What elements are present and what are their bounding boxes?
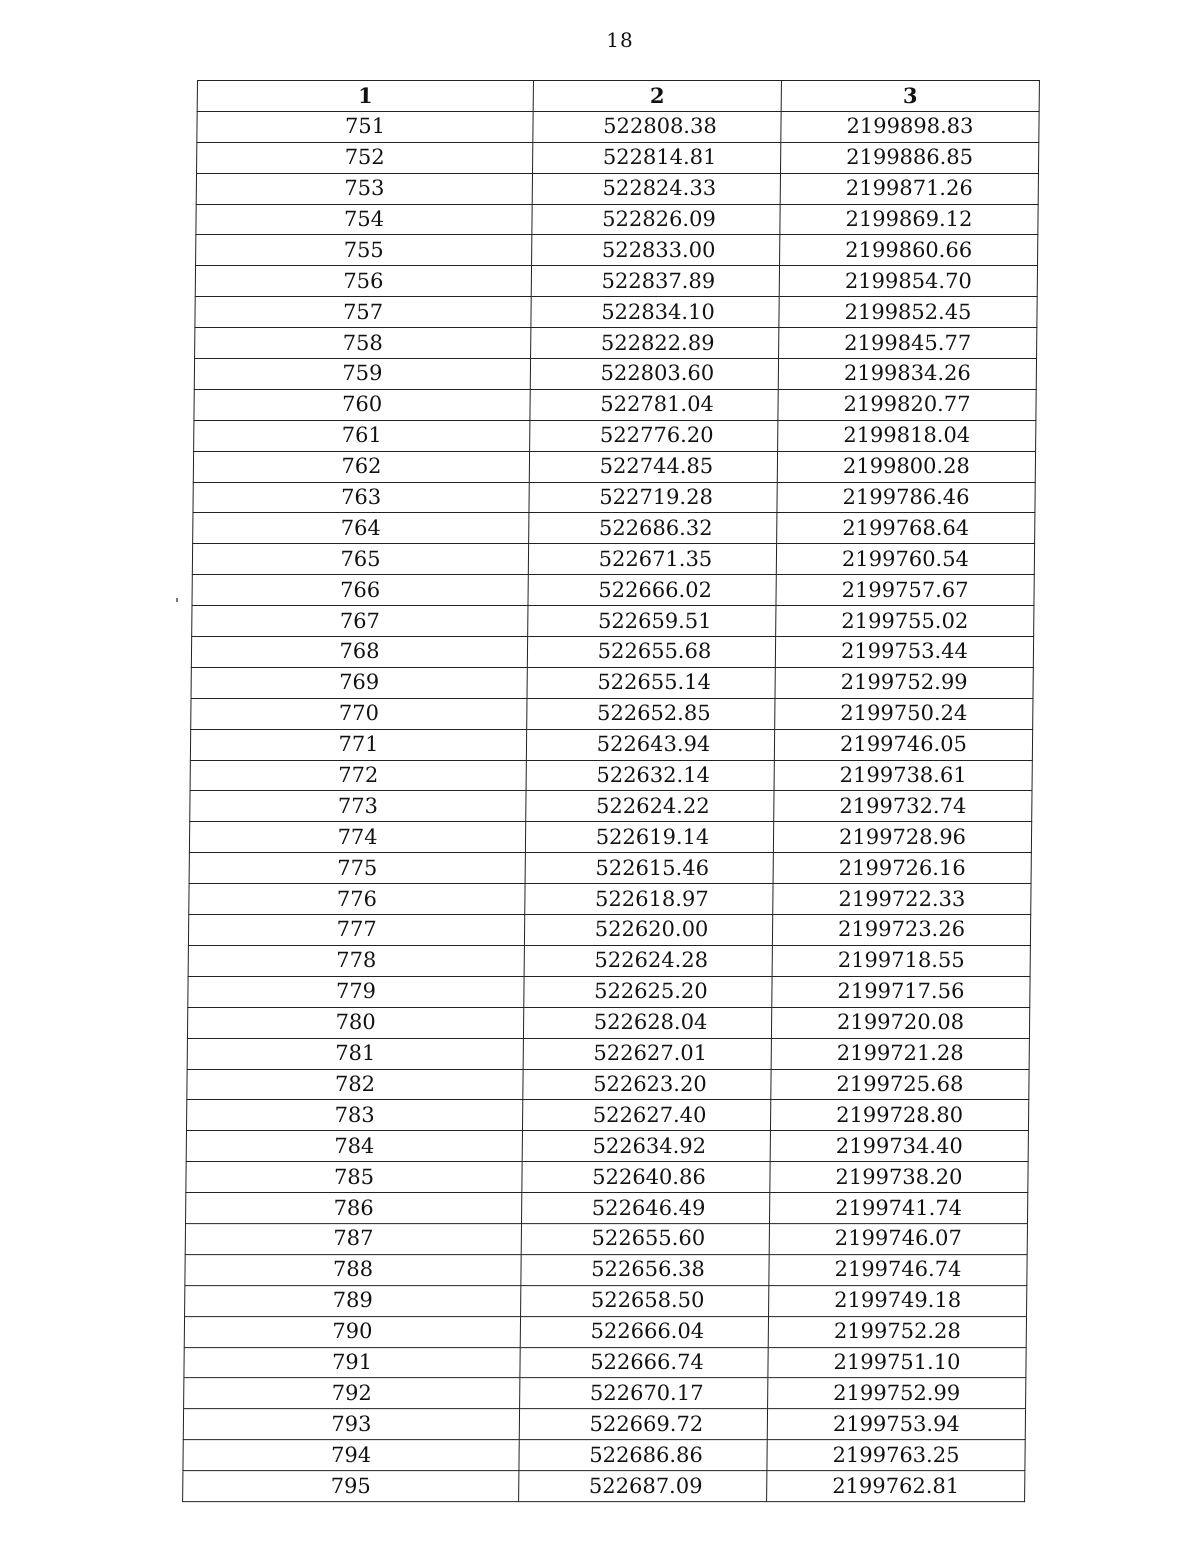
coordinates-table-container (182, 80, 1039, 1502)
y-coordinate-cell: 2199718.55 (772, 945, 1030, 976)
header-row (197, 81, 1039, 112)
y-coordinate-cell: 2199725.68 (771, 1069, 1029, 1100)
y-coordinate-cell: 2199741.74 (769, 1193, 1027, 1224)
y-coordinate-cell: 2199869.12 (780, 204, 1038, 235)
point-number-cell: 783 (186, 1100, 522, 1131)
y-coordinate-cell: 2199800.28 (777, 451, 1035, 482)
table-row (196, 173, 1038, 204)
x-coordinate-cell: 522803.60 (530, 359, 778, 390)
table-row (184, 1378, 1026, 1409)
y-coordinate-cell: 2199734.40 (770, 1131, 1028, 1162)
point-number-cell: 787 (185, 1224, 521, 1255)
table-row (190, 729, 1032, 760)
point-number-cell: 763 (193, 482, 529, 513)
table-row (193, 513, 1035, 544)
x-coordinate-cell: 522646.49 (522, 1193, 770, 1224)
table-row (184, 1316, 1026, 1347)
point-number-cell: 774 (189, 822, 525, 853)
y-coordinate-cell: 2199738.20 (770, 1162, 1028, 1193)
point-number-cell: 779 (188, 976, 524, 1007)
y-coordinate-cell: 2199746.74 (769, 1254, 1027, 1285)
table-row (188, 945, 1030, 976)
y-coordinate-cell: 2199854.70 (779, 266, 1037, 297)
point-number-cell: 752 (197, 142, 533, 173)
table-row (184, 1347, 1026, 1378)
point-number-cell: 784 (186, 1131, 522, 1162)
point-number-cell: 754 (196, 204, 532, 235)
y-coordinate-cell: 2199762.81 (767, 1471, 1025, 1502)
y-coordinate-cell: 2199760.54 (776, 544, 1034, 575)
point-number-cell: 780 (187, 1007, 523, 1038)
x-coordinate-cell: 522634.92 (522, 1131, 770, 1162)
point-number-cell: 756 (195, 266, 531, 297)
table-row (191, 698, 1033, 729)
point-number-cell: 772 (190, 760, 526, 791)
point-number-cell: 777 (188, 915, 524, 946)
x-coordinate-cell: 522666.04 (520, 1316, 768, 1347)
point-number-cell: 753 (196, 173, 532, 204)
x-coordinate-cell: 522744.85 (529, 451, 777, 482)
x-coordinate-cell: 522627.01 (523, 1038, 771, 1069)
y-coordinate-cell: 2199751.10 (768, 1347, 1026, 1378)
y-coordinate-cell: 2199738.61 (774, 760, 1032, 791)
x-coordinate-cell: 522655.68 (527, 637, 775, 668)
point-number-cell: 771 (190, 729, 526, 760)
point-number-cell: 786 (186, 1193, 522, 1224)
x-coordinate-cell: 522652.85 (527, 698, 775, 729)
point-number-cell: 755 (196, 235, 532, 266)
table-header (197, 81, 1039, 112)
y-coordinate-cell: 2199721.28 (771, 1038, 1029, 1069)
y-coordinate-cell: 2199722.33 (773, 884, 1031, 915)
point-number-cell: 761 (194, 420, 530, 451)
x-coordinate-cell: 522686.86 (519, 1440, 767, 1471)
x-coordinate-cell: 522686.32 (529, 513, 777, 544)
y-coordinate-cell: 2199768.64 (777, 513, 1035, 544)
x-coordinate-cell: 522656.38 (521, 1254, 769, 1285)
table-row (188, 915, 1030, 946)
table-row (194, 389, 1036, 420)
point-number-cell: 773 (190, 791, 526, 822)
y-coordinate-cell: 2199732.74 (774, 791, 1032, 822)
point-number-cell: 766 (192, 575, 528, 606)
point-number-cell: 767 (192, 606, 528, 637)
x-coordinate-cell: 522643.94 (526, 729, 774, 760)
y-coordinate-cell: 2199786.46 (777, 482, 1035, 513)
y-coordinate-cell: 2199750.24 (775, 698, 1033, 729)
table-row (197, 111, 1039, 142)
x-coordinate-cell: 522814.81 (533, 142, 781, 173)
y-coordinate-cell: 2199723.26 (772, 915, 1030, 946)
x-coordinate-cell: 522618.97 (525, 884, 773, 915)
y-coordinate-cell: 2199717.56 (772, 976, 1030, 1007)
table-row (188, 976, 1030, 1007)
point-number-cell: 778 (188, 945, 524, 976)
x-coordinate-cell: 522834.10 (531, 297, 779, 328)
table-row (194, 420, 1036, 451)
table-row (185, 1254, 1027, 1285)
table-row (191, 667, 1033, 698)
x-coordinate-cell: 522670.17 (520, 1378, 768, 1409)
table-row (196, 204, 1038, 235)
y-coordinate-cell: 2199746.05 (774, 729, 1032, 760)
x-coordinate-cell: 522822.89 (531, 328, 779, 359)
header-col-2: 2 (533, 81, 781, 112)
table-row (185, 1224, 1027, 1255)
point-number-cell: 789 (185, 1285, 521, 1316)
table-row (192, 606, 1034, 637)
scan-speck (176, 598, 178, 602)
y-coordinate-cell: 2199720.08 (771, 1007, 1029, 1038)
x-coordinate-cell: 522615.46 (525, 853, 773, 884)
point-number-cell: 760 (194, 389, 530, 420)
y-coordinate-cell: 2199763.25 (767, 1440, 1025, 1471)
x-coordinate-cell: 522833.00 (532, 235, 780, 266)
x-coordinate-cell: 522628.04 (523, 1007, 771, 1038)
x-coordinate-cell: 522624.28 (524, 945, 772, 976)
y-coordinate-cell: 2199728.80 (770, 1100, 1028, 1131)
table-row (197, 142, 1039, 173)
table-row (189, 884, 1031, 915)
table-row (193, 482, 1035, 513)
point-number-cell: 792 (184, 1378, 520, 1409)
x-coordinate-cell: 522619.14 (525, 822, 773, 853)
x-coordinate-cell: 522655.60 (521, 1224, 769, 1255)
table-row (191, 637, 1033, 668)
table-row (195, 266, 1037, 297)
y-coordinate-cell: 2199757.67 (776, 575, 1034, 606)
x-coordinate-cell: 522826.09 (532, 204, 780, 235)
y-coordinate-cell: 2199728.96 (773, 822, 1031, 853)
coordinates-table (182, 80, 1040, 1502)
table-row (192, 575, 1034, 606)
table-row (183, 1440, 1025, 1471)
table-row (183, 1409, 1025, 1440)
y-coordinate-cell: 2199845.77 (779, 328, 1037, 359)
x-coordinate-cell: 522837.89 (531, 266, 779, 297)
point-number-cell: 759 (194, 359, 530, 390)
point-number-cell: 757 (195, 297, 531, 328)
x-coordinate-cell: 522625.20 (524, 976, 772, 1007)
x-coordinate-cell: 522824.33 (532, 173, 780, 204)
table-body (183, 111, 1040, 1501)
header-col-1: 1 (197, 81, 533, 112)
x-coordinate-cell: 522781.04 (530, 389, 778, 420)
y-coordinate-cell: 2199852.45 (779, 297, 1037, 328)
table-row (187, 1069, 1029, 1100)
x-coordinate-cell: 522808.38 (533, 111, 781, 142)
table-row (194, 359, 1036, 390)
table-row (196, 235, 1038, 266)
x-coordinate-cell: 522655.14 (527, 667, 775, 698)
table-row (187, 1007, 1029, 1038)
page-number: 18 (606, 28, 634, 52)
point-number-cell: 782 (187, 1069, 523, 1100)
y-coordinate-cell: 2199726.16 (773, 853, 1031, 884)
table-row (186, 1193, 1028, 1224)
table-row (185, 1285, 1027, 1316)
x-coordinate-cell: 522687.09 (519, 1471, 767, 1502)
point-number-cell: 781 (187, 1038, 523, 1069)
x-coordinate-cell: 522620.00 (524, 915, 772, 946)
y-coordinate-cell: 2199820.77 (778, 389, 1036, 420)
table-row (190, 760, 1032, 791)
table-row (186, 1162, 1028, 1193)
point-number-cell: 768 (191, 637, 527, 668)
x-coordinate-cell: 522627.40 (522, 1100, 770, 1131)
y-coordinate-cell: 2199753.94 (767, 1409, 1025, 1440)
point-number-cell: 793 (183, 1409, 519, 1440)
point-number-cell: 770 (191, 698, 527, 729)
table-row (189, 853, 1031, 884)
x-coordinate-cell: 522659.51 (528, 606, 776, 637)
point-number-cell: 785 (186, 1162, 522, 1193)
table-row (192, 544, 1034, 575)
point-number-cell: 795 (183, 1471, 519, 1502)
y-coordinate-cell: 2199752.99 (768, 1378, 1026, 1409)
table-row (186, 1131, 1028, 1162)
point-number-cell: 751 (197, 111, 533, 142)
x-coordinate-cell: 522666.02 (528, 575, 776, 606)
table-row (193, 451, 1035, 482)
point-number-cell: 790 (184, 1316, 520, 1347)
x-coordinate-cell: 522719.28 (529, 482, 777, 513)
y-coordinate-cell: 2199753.44 (775, 637, 1033, 668)
table-row (183, 1471, 1025, 1502)
table-row (195, 297, 1037, 328)
x-coordinate-cell: 522776.20 (530, 420, 778, 451)
x-coordinate-cell: 522624.22 (526, 791, 774, 822)
x-coordinate-cell: 522632.14 (526, 760, 774, 791)
point-number-cell: 764 (193, 513, 529, 544)
y-coordinate-cell: 2199871.26 (780, 173, 1038, 204)
table-row (195, 328, 1037, 359)
x-coordinate-cell: 522640.86 (522, 1162, 770, 1193)
point-number-cell: 762 (193, 451, 529, 482)
table-row (186, 1100, 1028, 1131)
x-coordinate-cell: 522671.35 (528, 544, 776, 575)
y-coordinate-cell: 2199886.85 (780, 142, 1038, 173)
x-coordinate-cell: 522669.72 (519, 1409, 767, 1440)
x-coordinate-cell: 522658.50 (521, 1285, 769, 1316)
point-number-cell: 788 (185, 1254, 521, 1285)
y-coordinate-cell: 2199755.02 (776, 606, 1034, 637)
point-number-cell: 776 (189, 884, 525, 915)
x-coordinate-cell: 522623.20 (523, 1069, 771, 1100)
point-number-cell: 791 (184, 1347, 520, 1378)
y-coordinate-cell: 2199752.99 (775, 667, 1033, 698)
x-coordinate-cell: 522666.74 (520, 1347, 768, 1378)
y-coordinate-cell: 2199818.04 (778, 420, 1036, 451)
header-col-3: 3 (781, 81, 1039, 112)
point-number-cell: 769 (191, 667, 527, 698)
y-coordinate-cell: 2199860.66 (780, 235, 1038, 266)
y-coordinate-cell: 2199898.83 (781, 111, 1039, 142)
table-row (189, 822, 1031, 853)
y-coordinate-cell: 2199752.28 (768, 1316, 1026, 1347)
y-coordinate-cell: 2199746.07 (769, 1224, 1027, 1255)
point-number-cell: 775 (189, 853, 525, 884)
point-number-cell: 758 (195, 328, 531, 359)
table-row (187, 1038, 1029, 1069)
y-coordinate-cell: 2199834.26 (778, 359, 1036, 390)
y-coordinate-cell: 2199749.18 (769, 1285, 1027, 1316)
table-row (190, 791, 1032, 822)
point-number-cell: 765 (192, 544, 528, 575)
point-number-cell: 794 (183, 1440, 519, 1471)
